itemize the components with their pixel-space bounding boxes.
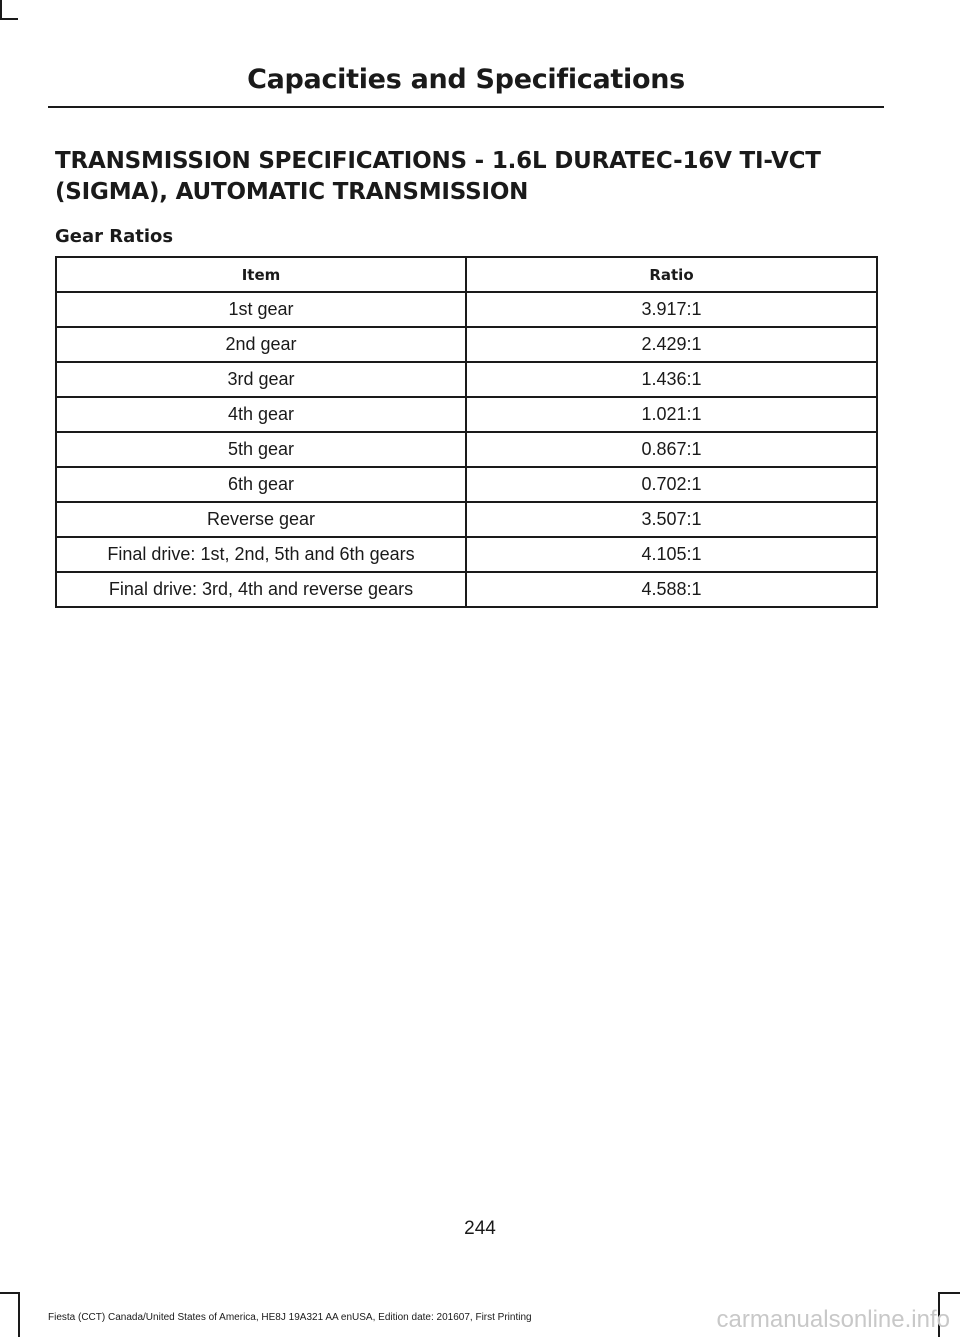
- cell-item: 2nd gear: [56, 327, 466, 362]
- cell-item: 1st gear: [56, 292, 466, 327]
- crop-mark-top-left: [0, 0, 2, 18]
- table-row: [56, 467, 877, 502]
- cell-ratio: 2.429:1: [466, 327, 877, 362]
- cell-ratio: 4.588:1: [466, 572, 877, 607]
- cell-ratio: 0.702:1: [466, 467, 877, 502]
- cell-item: Reverse gear: [56, 502, 466, 537]
- page-header-title: Capacities and Specifications: [247, 64, 685, 95]
- table-row: [56, 292, 877, 327]
- section-title: TRANSMISSION SPECIFICATIONS - 1.6L DURATEC-16V TI-VCT (SIGMA), AUTOMATIC TRANSMISSION: [55, 148, 821, 205]
- cell-item: 4th gear: [56, 397, 466, 432]
- section-subtitle: Gear Ratios: [55, 226, 174, 247]
- gear-ratios-table: [55, 256, 878, 608]
- crop-mark-bottom-left: [0, 1292, 18, 1294]
- cell-ratio: 0.867:1: [466, 432, 877, 467]
- crop-mark-bottom-right-h: [938, 1292, 960, 1294]
- cell-ratio: 4.105:1: [466, 537, 877, 572]
- cell-ratio: 3.917:1: [466, 292, 877, 327]
- cell-ratio: 1.021:1: [466, 397, 877, 432]
- table-row: [56, 362, 877, 397]
- header-rule: [48, 106, 884, 108]
- table-row: [56, 397, 877, 432]
- table-row: [56, 432, 877, 467]
- crop-mark-bottom-left-v: [18, 1292, 20, 1337]
- table-row: [56, 327, 877, 362]
- cell-item: 6th gear: [56, 467, 466, 502]
- table-row: [56, 537, 877, 572]
- cell-ratio: 3.507:1: [466, 502, 877, 537]
- footer-text: Fiesta (CCT) Canada/United States of America, HE8J 19A321 AA enUSA, Edition date: 201607, First Printing: [48, 1312, 532, 1323]
- cell-item: 5th gear: [56, 432, 466, 467]
- cell-item: Final drive: 1st, 2nd, 5th and 6th gears: [56, 537, 466, 572]
- table-row: [56, 572, 877, 607]
- crop-mark-top-left-h: [0, 18, 18, 20]
- column-header-item: Item: [56, 257, 466, 292]
- cell-item: 3rd gear: [56, 362, 466, 397]
- table-header-row: [56, 257, 877, 292]
- column-header-ratio: Ratio: [466, 257, 877, 292]
- cell-ratio: 1.436:1: [466, 362, 877, 397]
- watermark: carmanualsonline.info: [716, 1306, 950, 1333]
- cell-item: Final drive: 3rd, 4th and reverse gears: [56, 572, 466, 607]
- page-number: 244: [464, 1218, 496, 1239]
- table-row: [56, 502, 877, 537]
